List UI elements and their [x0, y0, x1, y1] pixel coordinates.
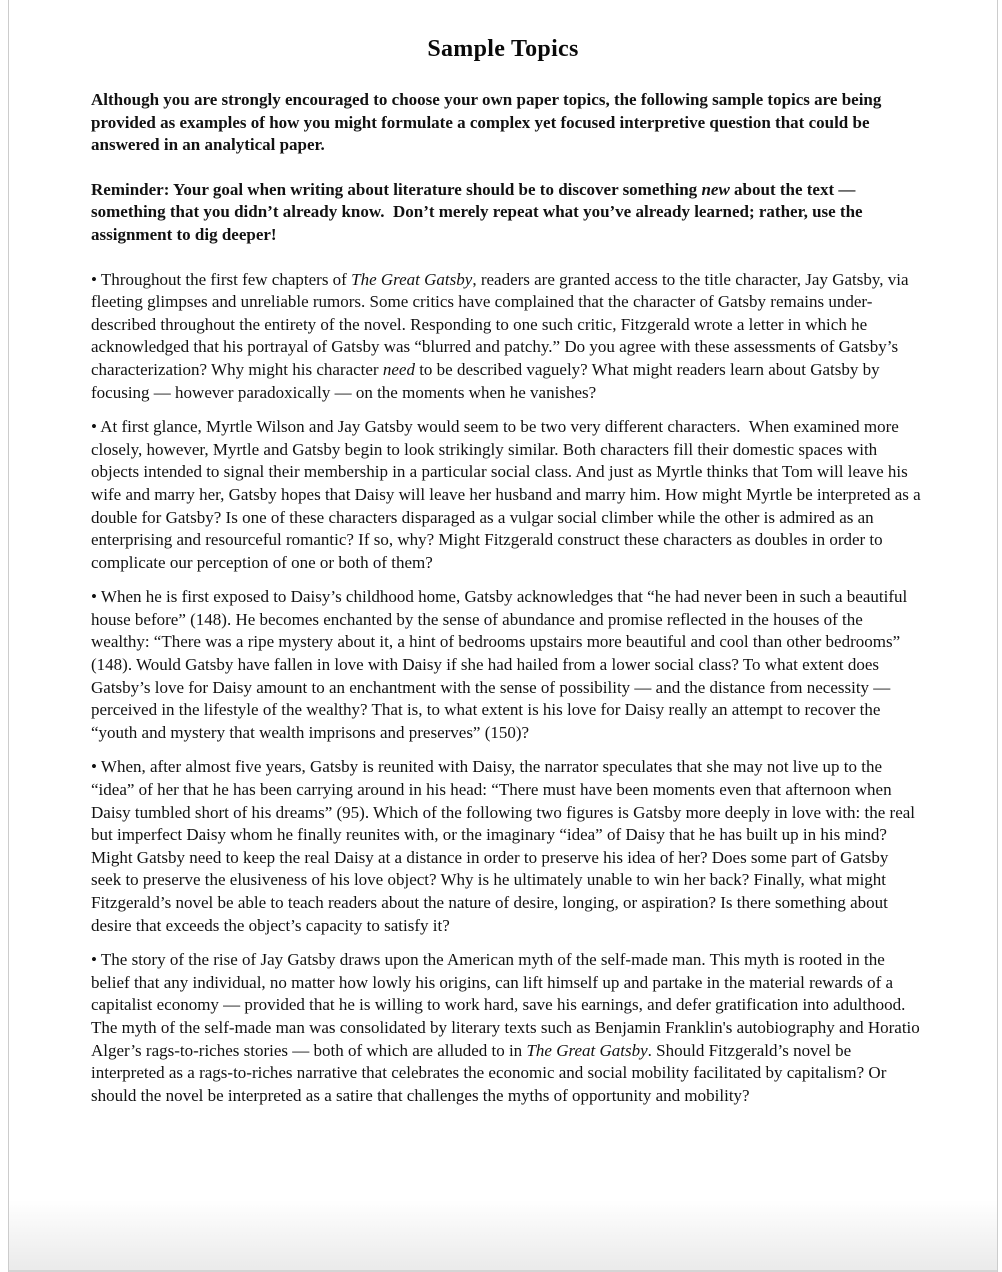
document-body [9, 89, 997, 1107]
page-edge-left [8, 0, 9, 1272]
topic-bullet-reunion-idea-of-daisy: • When, after almost five years, Gatsby is reunited with Daisy, the narrator speculates that she may not live up to the “idea” of her that he has been carrying around in his head: “There must have been moments even that afternoon when Daisy tumbled short of his dreams” (95). Which of the following two figures is Gatsby more deeply in love with: the real but imperfect Daisy whom he finally reunites with, or the imaginary “idea” of Daisy that he has built up in his mind? Might Gatsby need to keep the real Daisy at a distance in order to preserve his idea of her? Does some part of Gatsby seek to preserve the elusiveness of his love object? Why is he ultimately unable to win her back? Finally, what might Fitzgerald’s novel be able to teach readers about the nature of desire, longing, or aspiration? Is there something about desire that exceeds the object’s capacity to satisfy it? [91, 757, 920, 935]
topic-bullet-self-made-man: • The story of the rise of Jay Gatsby draws upon the American myth of the self-made man. This myth is rooted in the belief that any individual, no matter how lowly his origins, can lift himself up and partake in the material rewards of a capitalist economy — provided that he is willing to work hard, save his earnings, and defer gratification into adulthood. The myth of the self-made man was consolidated by literary texts such as Benjamin Franklin's autobiography and Horatio Alger’s rags-to-riches stories — both of which are alluded to in The Great Gatsby. Should Fitzgerald’s novel be interpreted as a rags-to-riches narrative that celebrates the economic and social mobility facilitated by capitalism? Or should the novel be interpreted as a satire that challenges the myths of opportunity and mobility? [91, 950, 924, 1105]
page-title: Sample Topics [427, 36, 579, 62]
topic-bullet-gatsby-characterization: • Throughout the first few chapters of The Great Gatsby, readers are granted access to the title character, Jay Gatsby, via fleeting glimpses and unreliable rumors. Some critics have complained that the character of Gatsby remains under-described throughout the entirety of the novel. Responding to one such critic, Fitzgerald wrote a letter in which he acknowledged that his portrayal of Gatsby was “blurred and patchy.” Do you agree with these assessments of Gatsby’s characterization? Why might his character need to be described vaguely? What might readers learn about Gatsby by focusing — however paradoxically — on the moments when he vanishes? [91, 269, 913, 402]
reminder-paragraph: Reminder: Your goal when writing about literature should be to discover something new about the text — something that you didn’t already know. Don’t merely repeat what you’ve already learned; rather, use the assignment to dig deeper! [91, 179, 867, 244]
document-page [9, 0, 997, 1272]
topic-bullet-myrtle-double: • At first glance, Myrtle Wilson and Jay Gatsby would seem to be two very different characters. When examined more closely, however, Myrtle and Gatsby begin to look strikingly similar. Both characters fill their domestic spaces with objects intended to signal their membership in a particular social class. And just as Myrtle thinks that Tom will leave his wife and marry her, Gatsby hopes that Daisy will leave her husband and marry him. How might Myrtle be interpreted as a double for Gatsby? Is one of these characters disparaged as a vulgar social climber while the other is admired as an enterprising and resourceful romantic? If so, why? Might Fitzgerald construct these characters as doubles in order to complicate our perception of one or both of them? [91, 417, 925, 572]
intro-paragraph: Although you are strongly encouraged to choose your own paper topics, the following sample topics are being provided as examples of how you might formulate a complex yet focused interpretive question that could be answered in an analytical paper. [91, 90, 886, 155]
topic-bullet-daisy-childhood-home: • When he is first exposed to Daisy’s childhood home, Gatsby acknowledges that “he had never been in such a beautiful house before” (148). He becomes enchanted by the sense of abundance and promise reflected in the houses of the wealthy: “There was a ripe mystery about it, a hint of bedrooms upstairs more beautiful and cool than other bedrooms” (148). Would Gatsby have fallen in love with Daisy if she had hailed from a lower social class? To what extent does Gatsby’s love for Daisy amount to an enchantment with the sense of possibility — and the distance from necessity — perceived in the lifestyle of the wealthy? That is, to what extent is his love for Daisy really an attempt to recover the “youth and mystery that wealth imprisons and preserves” (150)? [91, 587, 912, 742]
page-edge-right [997, 0, 998, 1272]
